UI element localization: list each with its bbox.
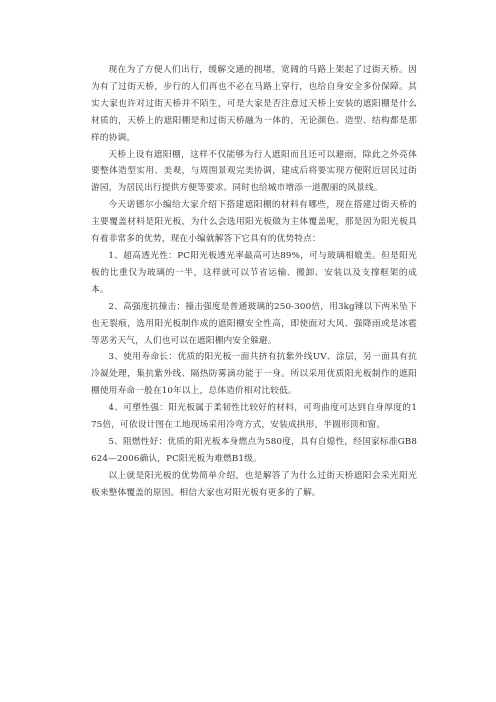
paragraph-advantage-5: 5、阻燃性好：优质的阳光板本身燃点为580度，具有自熄性，经国家标准GB8624—2006确认，PC阳光板为难燃B1级。 — [91, 436, 417, 464]
paragraph-materials: 今天诺德尔小编给大家介绍下搭建遮阳棚的材料有哪些，现在搭建过街天桥的主要覆盖材料是阳光板，为什么会选用阳光板做为主体覆盖呢，那是因为阳光板具有着非常多的优势，现在小编就解答下它具有的优势特点： — [91, 200, 417, 245]
paragraph-awning: 天桥上设有遮阳棚，这样不仅能够为行人遮阳而且还可以避雨，除此之外亮体要整体造型实用、美观，与周围景观完美协调，建成后将要实现方便附近居民过街游园，为居民出行提供方便等要求。同时也给城市增添一道靓丽的风景线。 — [91, 149, 417, 194]
document-body — [91, 62, 417, 502]
paragraph-conclusion: 以上就是阳光板的优势简单介绍，也是解答了为什么过街天桥遮阳会采光阳光板来整体覆盖的原因。相信大家也对阳光板有更多的了解。 — [91, 470, 417, 498]
paragraph-intro: 现在为了方便人们出行，缓解交通的拥堵，宽阔的马路上架起了过街天桥。因为有了过街天桥，步行的人们再也不必在马路上穿行，也给自身安全多份保障。其实大家也许对过街天桥并不陌生，可是大家是否注意过天桥上安装的遮阳棚是什么材质的，天桥上的遮阳棚是和过街天桥融为一体的，无论颜色、造型、结构都是那样的协调。 — [91, 65, 417, 143]
paragraph-advantage-4: 4、可塑性强：阳光板属于柔韧性比较好的材料，可弯曲度可达到自身厚度的175倍，可依设计图在工地现场采用冷弯方式，安装成拱形，半圆形顶和窗。 — [91, 403, 417, 431]
paragraph-advantage-3: 3、使用寿命长：优质的阳光板一面共挤有抗紫外线UV、涂层，另一面具有抗冷凝处理，集抗紫外线、隔热防雾滴功能于一身。所以采用优质阳光板制作的遮阳棚使用寿命一般在10年以上，总体造价相对比较低。 — [91, 352, 417, 397]
paragraph-advantage-1: 1、超高透光性：PC阳光板透光率最高可达89%，可与玻璃相媲美。但是阳光板的比重仅为玻璃的一半，这样就可以节省运输、搬卸、安装以及支撑框架的成本。 — [91, 250, 417, 295]
paragraph-advantage-2: 2、高强度抗撞击：撞击强度是普通玻璃的250-300倍，用3kg锤以下两米坠下也无裂痕，选用阳光板制作成的遮阳棚安全性高，即使面对大风、强降雨或是冰雹等恶劣天气，人们也可以在遮阳棚内安全躲避。 — [91, 301, 417, 346]
